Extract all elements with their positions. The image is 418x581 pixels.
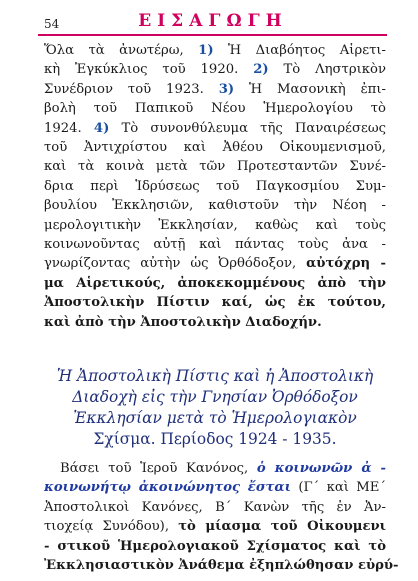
heading-line: Σχίσμα. Περίοδος 1924 - 1935. xyxy=(93,430,337,448)
quoted-canon: ὁ κοινωνῶν ἀ - xyxy=(256,461,386,476)
list-number: 3) xyxy=(218,81,235,97)
list-number: 2) xyxy=(253,62,269,78)
text-line: βολὴ τοῦ Παπικοῦ Νέου Ἡμερολογίου τὸ xyxy=(44,101,386,117)
text-line: 1924. 4) Τὸ συνονθύλευμα τῆς Παναιρέσεως xyxy=(44,120,386,136)
text-line: βουλίου Ἐκκλησιῶν, καθιστοῦν τὴν Νέοη - xyxy=(44,198,386,214)
text-line: τιοχείᾳ Συνόδου), τὸ μίασμα τοῦ Οἰκουμενι xyxy=(44,519,386,535)
text-line: μερολογιτικὴν Ἐκκλησίαν, καθὼς καὶ τοὺς xyxy=(44,217,386,233)
text-line: δρια περὶ Ἱδρύσεως τοῦ Παγκοσμίου Συμ- xyxy=(44,178,386,194)
text-line: καὶ τὰ κοινὰ μετὰ τῶν Προτεσταντῶν Συνέ- xyxy=(44,159,386,175)
text-line: καὶ ἀπὸ τὴν Ἀποστολικὴν Διαδοχήν. xyxy=(44,314,322,330)
text-line: Βάσει τοῦ Ἱεροῦ Κανόνος, ὁ κοινωνῶν ἀ - xyxy=(60,461,386,476)
running-title: ΕΙΣΑΓΩΓΗ xyxy=(138,11,288,31)
paragraph-1 xyxy=(44,41,386,332)
heading-line: Ἐκκλησίαν μετὰ τὸ Ἡμερολογιακὸν xyxy=(73,409,357,427)
section-heading xyxy=(44,366,386,450)
text-line: - στικοῦ Ἡμερολογιακοῦ Σχίσματος καὶ τὸ xyxy=(44,538,386,554)
text-line: κοινωνοῦντας αὐτῇ καὶ πάντας τοὺς ἀνα - xyxy=(44,237,386,253)
page-number: 54 xyxy=(44,17,60,31)
text-line: Ὅλα τὰ ἀνωτέρω, 1) Ἡ Διαβόητος Αἱρετι- xyxy=(44,43,386,58)
text-line: μα Αἱρετικούς, ἀποκεκομμένους ἀπὸ τὴν xyxy=(44,275,386,291)
list-number: 4) xyxy=(93,120,110,136)
text-line: τοῦ Ἀντιχρίστου καὶ Ἀθέου Οἰκουμενισμοῦ, xyxy=(44,140,386,156)
text-line: Ἐκκλησιαστικὸν Ἀνάθεμα ἐξηπλώθησαν εὐρύ- xyxy=(44,558,399,574)
paragraph-2 xyxy=(44,459,399,575)
heading-line: Διαδοχὴ εἰς τὴν Γνησίαν Ὀρθόδοξον xyxy=(72,388,358,406)
list-number: 1) xyxy=(198,43,214,58)
text-line: κὴ Ἐγκύκλιος τοῦ 1920. 2) Τὸ Ληστρικὸν xyxy=(44,62,386,78)
text-line: Ἀποστολικὴν Πίστιν καί, ὡς ἐκ τούτου, xyxy=(44,295,386,311)
text-line: Συνέδριον τοῦ 1923. 3) Ἡ Μασονικὴ ἐπι- xyxy=(44,81,386,97)
text-line: γνωρίζοντας αὐτὴν ὡς Ὀρθόδοξον, αὐτόχρη - xyxy=(44,256,386,272)
quoted-canon: κοινωνήτῳ ἀκοινώνητος ἔσται xyxy=(44,480,291,496)
text-line: κοινωνήτῳ ἀκοινώνητος ἔσται (Γ´ καὶ ΜΕ´ xyxy=(44,480,386,496)
header-rule xyxy=(38,34,387,36)
page-header xyxy=(38,8,388,32)
text-line: Ἀποστολικοὶ Κανόνες, Β´ Κανὼν τῆς ἐν Ἀν- xyxy=(44,499,386,515)
heading-line: Ἡ Ἀποστολικὴ Πίστις καὶ ἡ Ἀποστολικὴ xyxy=(56,367,374,385)
